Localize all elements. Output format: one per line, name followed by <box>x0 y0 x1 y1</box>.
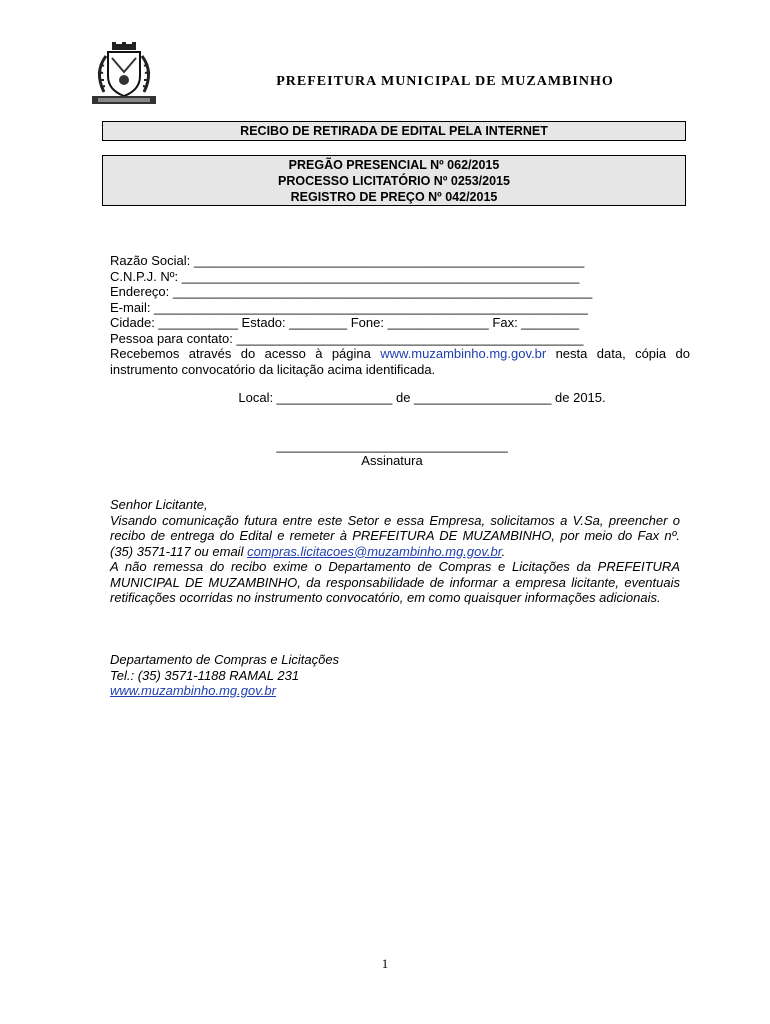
receipt-statement-text-end: nesta data, cópia do instrumento convocatório da licitação acima identificada. <box>110 346 690 377</box>
bidder-notice <box>110 497 680 606</box>
process-line-licitatorio: PROCESSO LICITATÓRIO Nº 0253/2015 <box>278 174 510 188</box>
notice-paragraph-1-text: Visando comunicação futura entre este Setor e essa Empresa, solicitamos a V.Sa, preencher o recibo de entrega do Edital e remeter à PREFEITURA DE MUZAMBINHO, por meio do Fax nº. (35) 3571-117 ou email <box>110 512 680 559</box>
department-phone: Tel.: (35) 3571-1188 RAMAL 231 <box>110 667 300 683</box>
department-name: Departamento de Compras e Licitações <box>110 652 340 667</box>
cidade-estado-fone-fax-field[interactable]: Cidade: ___________ Estado: ________ Fone: ______________ Fax: ________ <box>110 315 580 330</box>
receipt-title-box: RECIBO DE RETIRADA DE EDITAL PELA INTERNET <box>102 121 686 141</box>
pessoa-contato-field[interactable]: Pessoa para contato: ________________________________________________ <box>110 330 584 346</box>
notice-paragraph-1-end: . <box>501 543 506 559</box>
purchasing-email-link[interactable]: compras.licitacoes@muzambinho.mg.gov.br <box>247 543 502 559</box>
signature-line[interactable]: ________________________________ <box>276 438 508 453</box>
razao-social-field[interactable]: Razão Social: ______________________________________________________ <box>110 253 585 268</box>
endereco-field[interactable]: Endereço: __________________________________________________________ <box>110 284 593 299</box>
notice-paragraph-1 <box>110 513 680 560</box>
municipal-crest-icon <box>88 42 160 108</box>
notice-greeting: Senhor Licitante, <box>110 497 208 512</box>
local-date-line[interactable]: Local: ________________ de ___________________ de 2015. <box>238 390 606 405</box>
department-website-link[interactable]: www.muzambinho.mg.gov.br <box>110 683 276 698</box>
receipt-statement-text: Recebemos através do acesso à página <box>110 346 381 361</box>
process-line-registro: REGISTRO DE PREÇO Nº 042/2015 <box>290 190 498 204</box>
receipt-statement <box>110 346 690 377</box>
signature-label: Assinatura <box>361 453 423 468</box>
department-contact <box>110 652 510 699</box>
page-title: PREFEITURA MUNICIPAL DE MUZAMBINHO <box>276 74 614 89</box>
process-info-box <box>102 155 686 206</box>
company-form <box>110 253 690 377</box>
email-field[interactable]: E-mail: ____________________________________________________________ <box>110 299 588 315</box>
notice-paragraph-2: A não remessa do recibo exime o Departamento de Compras e Licitações da PREFEITURA MUNICIPAL DE MUZAMBINHO, da responsabilidade de informar a empresa licitante, eventuais retificações ocorridas no instrumento convocatório, em como quaisquer informações adicionais. <box>110 559 680 605</box>
cnpj-field[interactable]: C.N.P.J. Nº: _______________________________________________________ <box>110 268 580 284</box>
page-number: 1 <box>381 956 389 971</box>
website-link[interactable]: www.muzambinho.mg.gov.br <box>380 346 547 361</box>
process-line-pregao: PREGÃO PRESENCIAL Nº 062/2015 <box>288 158 500 172</box>
